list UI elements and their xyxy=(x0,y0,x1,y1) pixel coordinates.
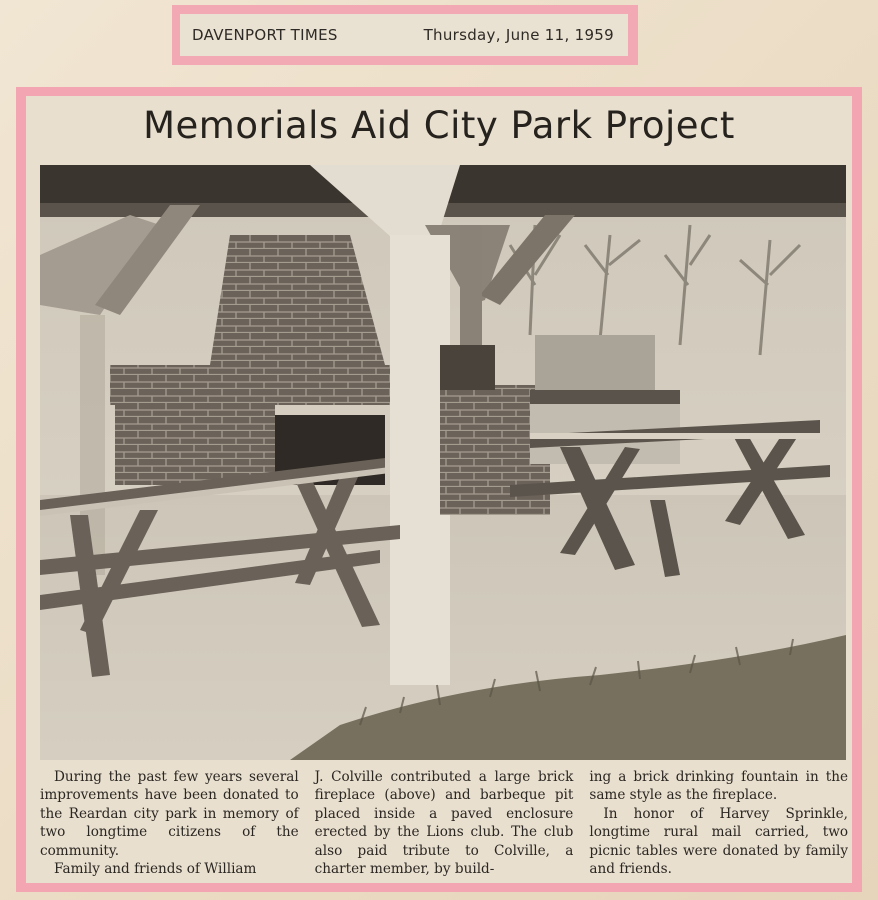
masthead-clipping xyxy=(180,14,628,56)
paragraph: In honor of Harvey Sprinkle, longtime rural mail carried, two picnic tables were donated by family and friends. xyxy=(589,805,849,878)
paragraph: During the past few years several improvements have been donated to the Reardan city park in memory of two longtime citizens of the community. xyxy=(40,769,299,859)
park-fireplace-photo xyxy=(40,165,846,760)
headline: Memorials Aid City Park Project xyxy=(143,104,735,147)
publication-date: Thursday, June 11, 1959 xyxy=(423,26,614,44)
photo-illustration xyxy=(40,165,846,760)
article-column-3 xyxy=(589,768,848,880)
article-body xyxy=(40,768,848,880)
article-column-2 xyxy=(315,768,574,880)
paragraph: ing a brick drinking fountain in the same style as the fireplace. xyxy=(589,769,849,804)
paragraph: J. Colville contributed a large brick fireplace (above) and barbeque pit placed inside a paved enclosure erected by the Lions club. The club also paid tribute to Colville, a charter member, by build- xyxy=(314,769,574,878)
article-column-1 xyxy=(40,768,299,880)
paragraph: Family and friends of William xyxy=(54,861,257,878)
newspaper-name: DAVENPORT TIMES xyxy=(192,26,338,44)
